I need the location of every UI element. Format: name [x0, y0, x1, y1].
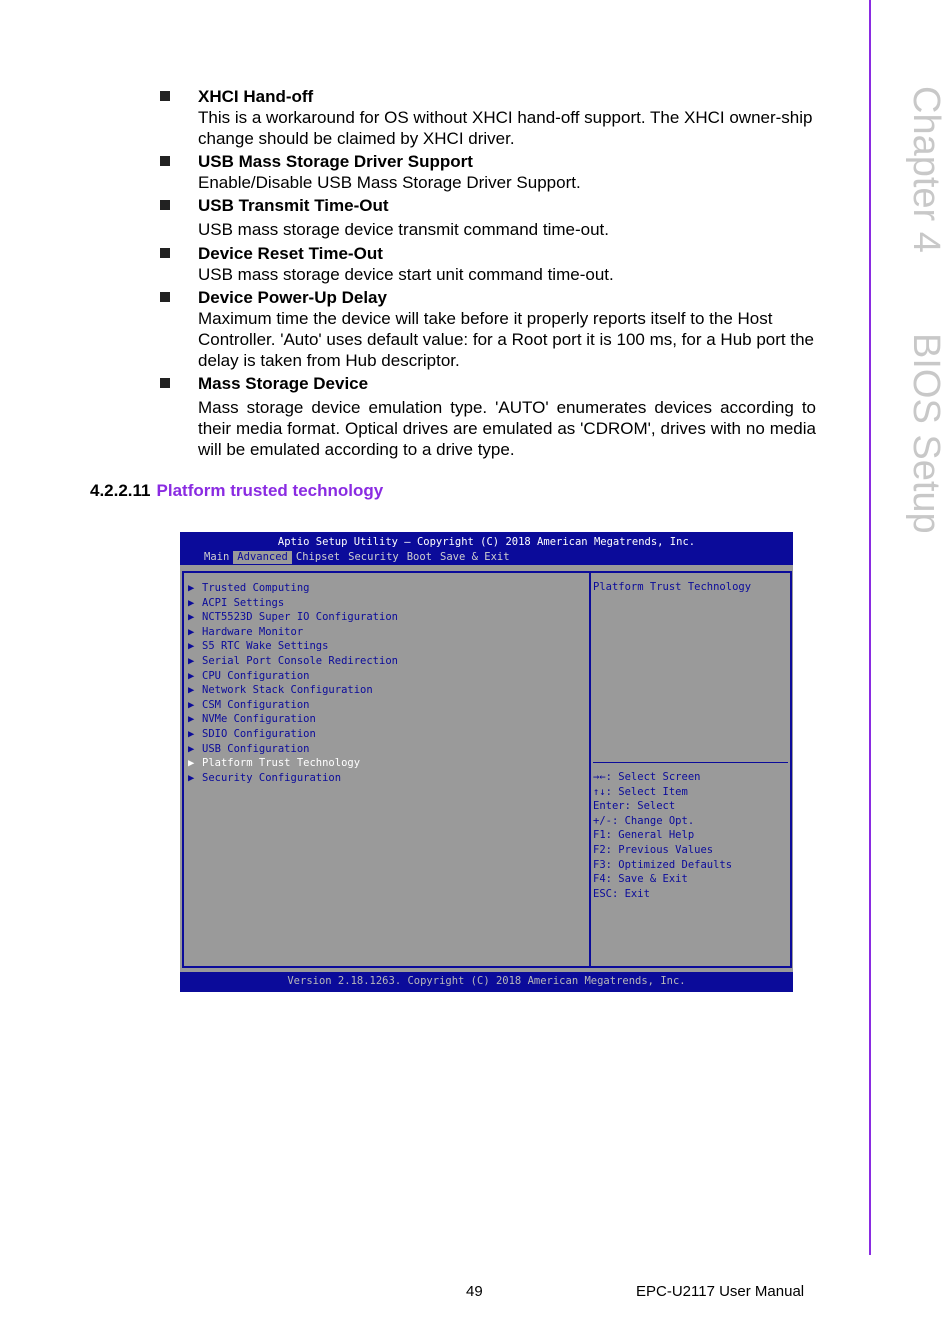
chapter-side-tab: [905, 86, 947, 534]
submenu-arrow-icon: ▶: [188, 640, 195, 653]
bios-version: Version 2.18.1263. Copyright (C) 2018 American Megatrends, Inc.: [287, 975, 686, 987]
bios-menu-item[interactable]: ▶ S5 RTC Wake Settings: [188, 640, 329, 653]
submenu-arrow-icon: ▶: [188, 698, 195, 711]
submenu-arrow-icon: ▶: [188, 727, 195, 740]
key-hint: F1: General Help: [593, 829, 695, 842]
bios-menu-item-selected[interactable]: ▶ Platform Trust Technology: [188, 757, 361, 770]
bios-menu-item[interactable]: ▶ Security Configuration: [188, 771, 342, 784]
item-title: Mass Storage Device: [198, 374, 369, 393]
list-item: [160, 243, 816, 285]
submenu-arrow-icon: ▶: [188, 713, 195, 726]
bios-title: Aptio Setup Utility – Copyright (C) 2018 American Megatrends, Inc.: [277, 536, 696, 548]
bullet-square-icon: [160, 156, 170, 166]
bios-help-text: Platform Trust Technology: [593, 581, 752, 593]
key-hint: F4: Save & Exit: [593, 873, 688, 886]
manual-title: EPC-U2117 User Manual: [636, 1283, 805, 1300]
list-item: [160, 151, 816, 193]
bios-menu-item[interactable]: ▶ ACPI Settings: [188, 596, 285, 609]
bios-tab-advanced[interactable]: Advanced: [233, 551, 292, 564]
bios-menu-item[interactable]: ▶ CPU Configuration: [188, 669, 310, 682]
submenu-arrow-icon: ▶: [188, 654, 195, 667]
key-hint: →←: Select Screen: [593, 771, 701, 783]
bios-menu-list: [188, 581, 398, 785]
bullet-square-icon: [160, 200, 170, 210]
key-hint: +/-: Change Opt.: [593, 814, 695, 827]
submenu-arrow-icon: ▶: [188, 669, 195, 682]
submenu-arrow-icon: ▶: [188, 684, 195, 697]
bios-menu-item[interactable]: ▶ USB Configuration: [188, 742, 310, 755]
submenu-arrow-icon: ▶: [188, 625, 195, 638]
bullet-square-icon: [160, 378, 170, 388]
section-number: 4.2.2.11: [90, 481, 151, 500]
bios-menu-item[interactable]: ▶ Serial Port Console Redirection: [188, 654, 398, 667]
section-title: Platform trusted technology: [156, 481, 384, 500]
item-title: USB Mass Storage Driver Support: [198, 152, 473, 171]
bios-tab-boot[interactable]: Boot: [406, 551, 433, 563]
bullet-square-icon: [160, 248, 170, 258]
item-title: Device Power-Up Delay: [198, 288, 387, 307]
submenu-arrow-icon: ▶: [188, 611, 195, 624]
bios-tab-chipset[interactable]: Chipset: [295, 551, 341, 563]
bios-tab-bar: [200, 551, 514, 564]
bios-screenshot: [180, 532, 793, 992]
bios-menu-item[interactable]: ▶ NVMe Configuration: [188, 713, 316, 726]
submenu-arrow-icon: ▶: [188, 742, 195, 755]
item-title: Device Reset Time-Out: [198, 244, 383, 263]
bios-tab-security[interactable]: Security: [348, 551, 399, 563]
bios-column-divider: [589, 573, 591, 966]
item-title: XHCI Hand-off: [198, 87, 314, 106]
list-item: [160, 287, 816, 371]
key-hint: F2: Previous Values: [593, 843, 714, 856]
section-heading: [90, 480, 383, 501]
submenu-arrow-icon: ▶: [188, 757, 195, 770]
bios-tab-save-exit[interactable]: Save & Exit: [440, 551, 510, 563]
submenu-arrow-icon: ▶: [188, 596, 195, 609]
list-item: [160, 86, 816, 149]
bios-header-bar: [180, 532, 793, 565]
bios-menu-item[interactable]: ▶ NCT5523D Super IO Configuration: [188, 611, 398, 624]
item-desc: USB mass storage device start unit command time-out.: [198, 265, 614, 284]
bios-footer-bar: [180, 972, 793, 992]
submenu-arrow-icon: ▶: [188, 771, 195, 784]
key-hint: ESC: Exit: [593, 887, 650, 900]
item-title: USB Transmit Time-Out: [198, 196, 389, 215]
list-item: [160, 195, 816, 240]
bullet-square-icon: [160, 91, 170, 101]
bullet-square-icon: [160, 292, 170, 302]
bios-menu-item[interactable]: ▶ SDIO Configuration: [188, 727, 316, 740]
item-desc: Enable/Disable USB Mass Storage Driver Support.: [198, 173, 581, 192]
item-desc: This is a workaround for OS without XHCI hand-off support. The XHCI owner-ship change should be claimed by XHCI driver.: [198, 108, 813, 148]
key-hint: Enter: Select: [593, 800, 676, 813]
key-hint: ↑↓: Select Item: [593, 785, 688, 798]
item-desc: Maximum time the device will take before it properly reports itself to the Host Controller. 'Auto' uses default value: for a Root port it is 100 ms, for a Hub port the delay is taken from Hub descriptor.: [198, 309, 814, 370]
bios-tab-main[interactable]: Main: [204, 551, 230, 563]
bios-menu-item[interactable]: ▶ CSM Configuration: [188, 698, 310, 711]
item-desc: USB mass storage device transmit command time-out.: [198, 220, 609, 239]
list-item: [160, 373, 816, 460]
side-rule: [869, 0, 871, 1255]
bullet-list: [160, 86, 816, 460]
chapter-label: Chapter 4: [905, 86, 947, 253]
chapter-title: BIOS Setup: [905, 332, 947, 534]
bios-menu-item[interactable]: ▶ Trusted Computing: [188, 582, 310, 594]
key-hint: F3: Optimized Defaults: [593, 858, 733, 871]
bios-main-frame: [182, 571, 792, 968]
bios-help-separator: [593, 762, 788, 763]
page-number: 49: [466, 1283, 483, 1300]
bios-menu-item[interactable]: ▶ Network Stack Configuration: [188, 684, 373, 697]
bios-menu-item[interactable]: ▶ Hardware Monitor: [188, 625, 304, 638]
item-desc: Mass storage device emulation type. 'AUTO' enumerates devices according to their media format. Optical drives are emulated as 'CDROM', drives with no media will be emulated according to a drive type.: [198, 398, 816, 459]
bios-key-legend: [593, 770, 732, 901]
submenu-arrow-icon: ▶: [188, 582, 195, 594]
